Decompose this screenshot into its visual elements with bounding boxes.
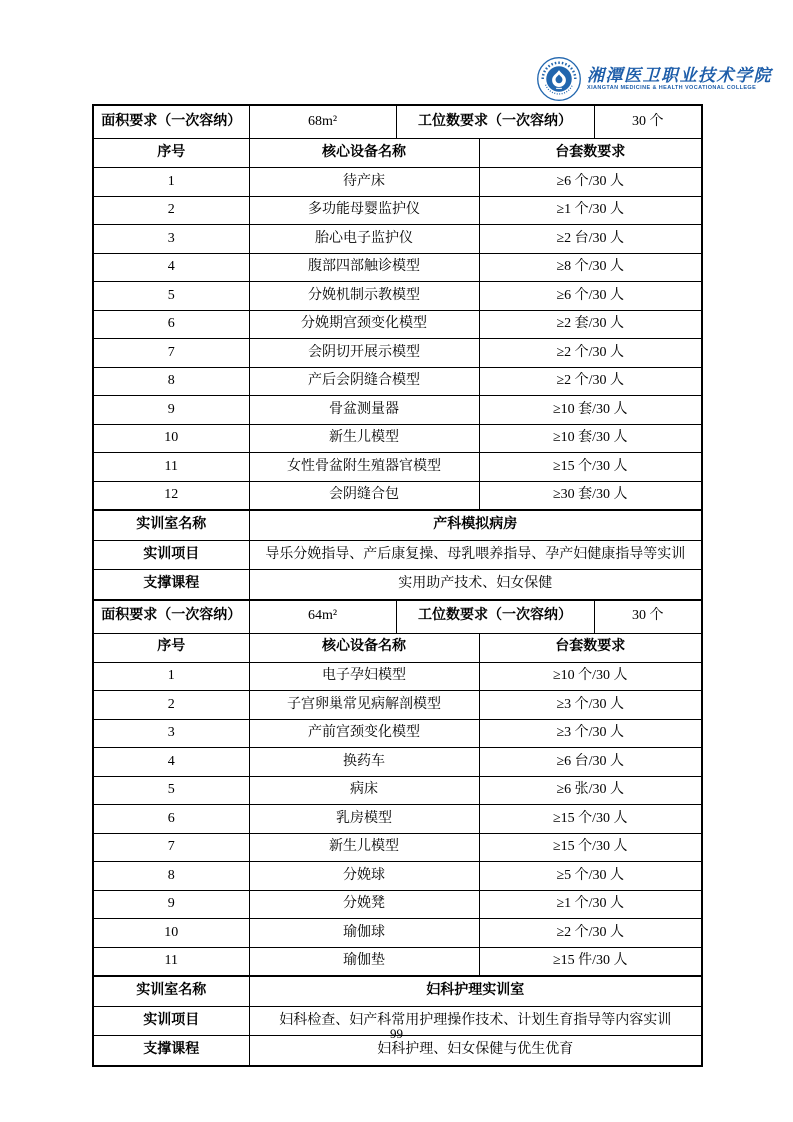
- page-number: 99: [390, 1026, 403, 1041]
- equipment-name: 女性骨盆附生殖器官模型: [249, 453, 479, 482]
- stations-value: 30 个: [594, 105, 702, 139]
- equipment-name: 病床: [249, 776, 479, 805]
- equipment-name: 产前宫颈变化模型: [249, 719, 479, 748]
- serial-number: 6: [93, 805, 249, 834]
- col-header-serial: 序号: [93, 139, 249, 168]
- quantity-requirement: ≥10 套/30 人: [479, 396, 702, 425]
- info-label: 支撑课程: [93, 570, 249, 600]
- col-header-equipment: 核心设备名称: [249, 139, 479, 168]
- equipment-name: 多功能母婴监护仪: [249, 196, 479, 225]
- equipment-name: 待产床: [249, 168, 479, 197]
- serial-number: 10: [93, 424, 249, 453]
- column-header-row: [93, 139, 702, 168]
- equipment-name: 分娩凳: [249, 890, 479, 919]
- equipment-row: [93, 424, 702, 453]
- info-label: 实训项目: [93, 540, 249, 570]
- quantity-requirement: ≥15 件/30 人: [479, 947, 702, 976]
- info-label: 实训室名称: [93, 976, 249, 1006]
- serial-number: 3: [93, 225, 249, 254]
- equipment-row: [93, 310, 702, 339]
- equipment-name: 分娩球: [249, 862, 479, 891]
- quantity-requirement: ≥2 台/30 人: [479, 225, 702, 254]
- area-requirement-row: [93, 600, 702, 634]
- equipment-name: 分娩机制示教模型: [249, 282, 479, 311]
- equipment-row: [93, 833, 702, 862]
- quantity-requirement: ≥2 个/30 人: [479, 919, 702, 948]
- info-value: 妇科护理实训室: [249, 976, 702, 1006]
- equipment-row: [93, 719, 702, 748]
- equipment-name: 新生儿模型: [249, 424, 479, 453]
- serial-number: 2: [93, 196, 249, 225]
- info-row: [93, 510, 702, 540]
- serial-number: 5: [93, 282, 249, 311]
- info-label: 实训室名称: [93, 510, 249, 540]
- area-requirement-row: [93, 105, 702, 139]
- quantity-requirement: ≥2 个/30 人: [479, 367, 702, 396]
- equipment-row: [93, 168, 702, 197]
- equipment-row: [93, 919, 702, 948]
- serial-number: 3: [93, 719, 249, 748]
- equipment-row: [93, 776, 702, 805]
- serial-number: 11: [93, 453, 249, 482]
- info-value: 妇科护理、妇女保健与优生优育: [249, 1036, 702, 1066]
- info-value: 产科模拟病房: [249, 510, 702, 540]
- equipment-name: 腹部四部触诊模型: [249, 253, 479, 282]
- equipment-name: 会阴切开展示模型: [249, 339, 479, 368]
- col-header-quantity: 台套数要求: [479, 633, 702, 662]
- equipment-name: 新生儿模型: [249, 833, 479, 862]
- col-header-equipment: 核心设备名称: [249, 633, 479, 662]
- area-label: 面积要求（一次容纳）: [93, 105, 249, 139]
- equipment-name: 瑜伽球: [249, 919, 479, 948]
- training-room-table: [92, 104, 703, 1067]
- serial-number: 4: [93, 253, 249, 282]
- equipment-rows: [93, 168, 702, 511]
- stations-label: 工位数要求（一次容纳）: [396, 600, 594, 634]
- quantity-requirement: ≥15 个/30 人: [479, 805, 702, 834]
- quantity-requirement: ≥6 个/30 人: [479, 282, 702, 311]
- room-info-rows: [93, 976, 702, 1066]
- equipment-row: [93, 367, 702, 396]
- serial-number: 2: [93, 691, 249, 720]
- serial-number: 12: [93, 481, 249, 510]
- equipment-row: [93, 890, 702, 919]
- equipment-row: [93, 282, 702, 311]
- column-header-row: [93, 633, 702, 662]
- info-label: 支撑课程: [93, 1036, 249, 1066]
- equipment-row: [93, 453, 702, 482]
- quantity-requirement: ≥3 个/30 人: [479, 691, 702, 720]
- stations-value: 30 个: [594, 600, 702, 634]
- quantity-requirement: ≥2 套/30 人: [479, 310, 702, 339]
- equipment-name: 分娩期宫颈变化模型: [249, 310, 479, 339]
- equipment-name: 电子孕妇模型: [249, 662, 479, 691]
- quantity-requirement: ≥2 个/30 人: [479, 339, 702, 368]
- quantity-requirement: ≥10 套/30 人: [479, 424, 702, 453]
- equipment-name: 胎心电子监护仪: [249, 225, 479, 254]
- col-header-quantity: 台套数要求: [479, 139, 702, 168]
- quantity-requirement: ≥6 台/30 人: [479, 748, 702, 777]
- info-row: [93, 976, 702, 1006]
- serial-number: 7: [93, 339, 249, 368]
- area-value: 68m²: [249, 105, 396, 139]
- equipment-row: [93, 691, 702, 720]
- equipment-name: 子宫卵巢常见病解剖模型: [249, 691, 479, 720]
- equipment-row: [93, 225, 702, 254]
- info-value: 实用助产技术、妇女保健: [249, 570, 702, 600]
- equipment-name: 瑜伽垫: [249, 947, 479, 976]
- serial-number: 6: [93, 310, 249, 339]
- equipment-name: 换药车: [249, 748, 479, 777]
- info-row: [93, 570, 702, 600]
- quantity-requirement: ≥6 个/30 人: [479, 168, 702, 197]
- col-header-serial: 序号: [93, 633, 249, 662]
- quantity-requirement: ≥5 个/30 人: [479, 862, 702, 891]
- equipment-row: [93, 339, 702, 368]
- equipment-name: 骨盆测量器: [249, 396, 479, 425]
- quantity-requirement: ≥3 个/30 人: [479, 719, 702, 748]
- equipment-name: 产后会阴缝合模型: [249, 367, 479, 396]
- info-value: 妇科检查、妇产科常用护理操作技术、计划生育指导等内容实训: [249, 1006, 702, 1036]
- info-value: 导乐分娩指导、产后康复操、母乳喂养指导、孕产妇健康指导等实训: [249, 540, 702, 570]
- quantity-requirement: ≥15 个/30 人: [479, 833, 702, 862]
- quantity-requirement: ≥1 个/30 人: [479, 890, 702, 919]
- equipment-row: [93, 196, 702, 225]
- room-info-rows: [93, 510, 702, 600]
- area-value: 64m²: [249, 600, 396, 634]
- serial-number: 10: [93, 919, 249, 948]
- area-label: 面积要求（一次容纳）: [93, 600, 249, 634]
- school-emblem-icon: [536, 56, 582, 102]
- equipment-row: [93, 253, 702, 282]
- school-name-en: XIANGTAN MEDICINE & HEALTH VOCATIONAL COLLEGE: [587, 85, 757, 91]
- equipment-row: [93, 805, 702, 834]
- serial-number: 7: [93, 833, 249, 862]
- serial-number: 1: [93, 662, 249, 691]
- serial-number: 9: [93, 890, 249, 919]
- serial-number: 11: [93, 947, 249, 976]
- equipment-rows: [93, 662, 702, 976]
- serial-number: 4: [93, 748, 249, 777]
- equipment-row: [93, 481, 702, 510]
- quantity-requirement: ≥8 个/30 人: [479, 253, 702, 282]
- equipment-name: 乳房模型: [249, 805, 479, 834]
- equipment-row: [93, 862, 702, 891]
- quantity-requirement: ≥15 个/30 人: [479, 453, 702, 482]
- equipment-row: [93, 662, 702, 691]
- serial-number: 9: [93, 396, 249, 425]
- info-label: 实训项目: [93, 1006, 249, 1036]
- quantity-requirement: ≥10 个/30 人: [479, 662, 702, 691]
- stations-label: 工位数要求（一次容纳）: [396, 105, 594, 139]
- serial-number: 8: [93, 862, 249, 891]
- info-row: [93, 540, 702, 570]
- serial-number: 8: [93, 367, 249, 396]
- equipment-row: [93, 748, 702, 777]
- school-name-cn: 湘潭医卫职业技术学院: [587, 66, 772, 85]
- school-logo: [536, 56, 772, 102]
- serial-number: 5: [93, 776, 249, 805]
- quantity-requirement: ≥30 套/30 人: [479, 481, 702, 510]
- serial-number: 1: [93, 168, 249, 197]
- equipment-row: [93, 396, 702, 425]
- equipment-row: [93, 947, 702, 976]
- quantity-requirement: ≥1 个/30 人: [479, 196, 702, 225]
- equipment-name: 会阴缝合包: [249, 481, 479, 510]
- quantity-requirement: ≥6 张/30 人: [479, 776, 702, 805]
